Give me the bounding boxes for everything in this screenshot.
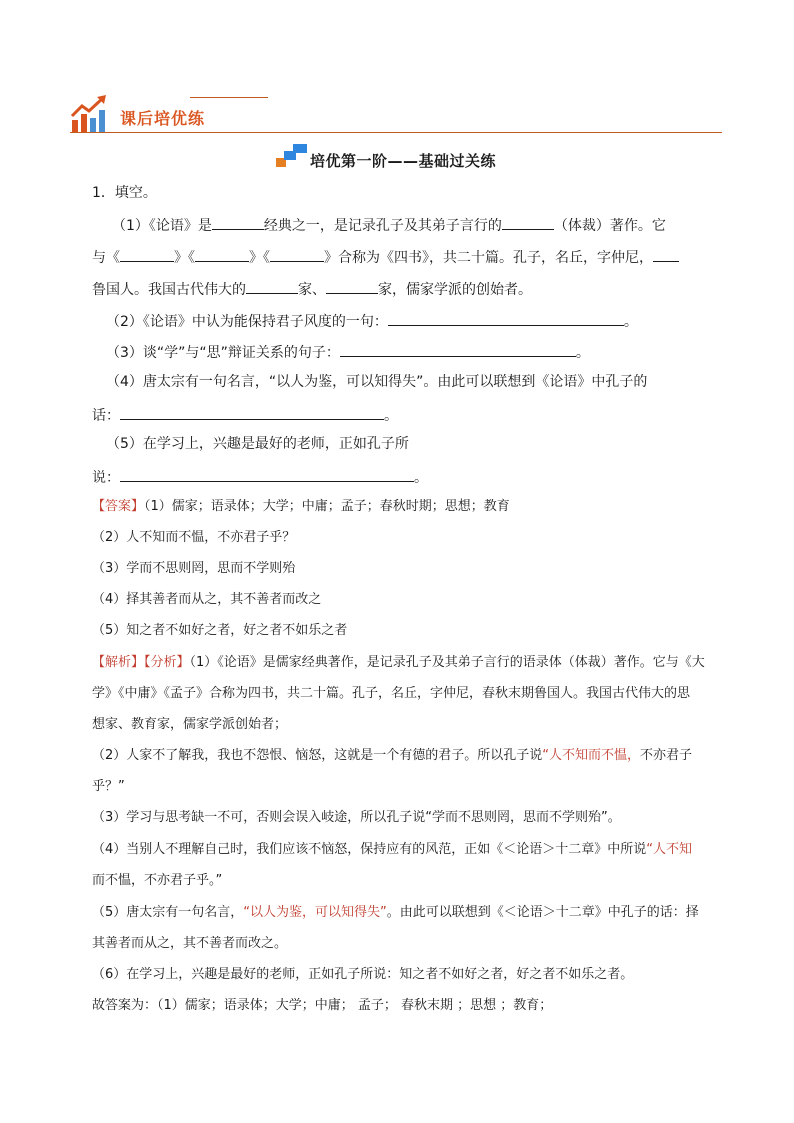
blank-field[interactable] — [120, 466, 414, 482]
blank-field[interactable] — [340, 341, 576, 357]
q1-text: 鲁国人。我国古代伟大的 — [92, 282, 246, 298]
analysis-text: （4）当别人不理解自己时，我们应该不恼怒，保持应有的风范，正如《＜论语＞十二章》中所说 — [92, 842, 647, 857]
header-divider — [70, 132, 722, 133]
analysis-line-3: 想家、教育家，儒家学派创始者； — [92, 717, 288, 732]
q1-line-1 — [112, 214, 666, 236]
analysis-line-2: 学》《中庸》《孟子》合称为四书，共二十篇。孔子，名丘，字仲尼，春秋末期鲁国人。我国古代伟大的思 — [92, 686, 691, 701]
blank-field[interactable] — [326, 278, 378, 294]
quote-text: “以人为鉴，可以知得失” — [243, 905, 387, 920]
header-top-rule — [190, 97, 268, 98]
q5-cont-line — [92, 466, 428, 488]
period: 。 — [575, 345, 590, 361]
q2-line — [106, 310, 638, 332]
analysis-line-1 — [92, 653, 705, 673]
q1-line-3 — [92, 278, 532, 300]
section-header — [70, 94, 724, 134]
blank-field[interactable] — [212, 214, 264, 230]
q5-cont-text: 说： — [92, 470, 120, 486]
q4-line: （4）唐太宗有一句名言，“以人为鉴，可以知得失”。由此可以联想到《论语》中孔子的 — [106, 374, 648, 390]
q1-text: 家、 — [298, 282, 326, 298]
question-label: 1．填空。 — [92, 185, 157, 201]
analysis-text: 。由此可以联想到《＜论语＞十二章》中孔子的话：择 — [386, 905, 699, 920]
analysis-line-7 — [92, 840, 692, 860]
analysis-line-11: （6）在学习上，兴趣是最好的老师，正如孔子所说：知之者不如好之者，好之者不如乐之者。 — [92, 967, 634, 982]
analysis-label: 【分析】 — [144, 655, 190, 670]
answer-text: （1）儒家；语录体；大学；中庸；孟子；春秋时期；思想；教育 — [144, 499, 510, 514]
answer-line-5: （5）知之者不如好之者，好之者不如乐之者 — [92, 623, 348, 638]
analysis-summary: 故答案为：（1）儒家；语录体；大学；中庸； 孟子； 春秋末期 ；思想 ；教育； — [92, 998, 553, 1013]
blank-field[interactable] — [120, 246, 174, 262]
answer-line-4: （4）择其善者而从之，其不善者而改之 — [92, 592, 322, 607]
blank-field[interactable] — [246, 278, 298, 294]
answer-line-1 — [92, 497, 510, 517]
analysis-text: （1）《论语》是儒家经典著作，是记录孔子及其弟子言行的语录体（体裁）著作。它与《大 — [189, 655, 705, 670]
q1-text: 与《 — [92, 250, 120, 266]
answer-label: 【答案】 — [92, 499, 145, 514]
blank-field[interactable] — [653, 246, 679, 262]
q4-cont-text: 话： — [92, 408, 120, 424]
period: 。 — [414, 470, 428, 486]
stage-title: 培优第一阶——基础过关练 — [310, 152, 497, 170]
analysis-text: 不亦君子 — [640, 748, 693, 763]
q1-text: 》《 — [249, 250, 270, 266]
blank-field[interactable] — [120, 404, 384, 420]
q1-text: 》合称为《四书》，共二十篇。孔子，名丘，字仲尼， — [324, 250, 653, 266]
q1-line-2 — [92, 246, 679, 268]
period: 。 — [623, 314, 638, 330]
q4-cont-line — [92, 404, 398, 426]
q1-text: 家，儒家学派的创始者。 — [378, 282, 532, 298]
q3-text: （3）谈“学”与“思”辩证关系的句子： — [106, 345, 340, 361]
analysis-line-10: 其善者而从之，其不善者而改之。 — [92, 936, 288, 951]
analysis-line-8: 而不愠，不亦君子乎。” — [92, 873, 223, 888]
answer-line-2: （2）人不知而不愠，不亦君子乎？ — [92, 530, 296, 545]
q1-text: 》《 — [174, 250, 195, 266]
blank-field[interactable] — [388, 310, 624, 326]
analysis-line-6: （3）学习与思考缺一不可，否则会误入岐途，所以孔子说“学而不思则罔，思而不学则殆”。 — [92, 810, 621, 825]
q3-line — [106, 341, 590, 363]
q5-line: （5）在学习上，兴趣是最好的老师，正如孔子所 — [106, 436, 409, 452]
answer-line-3: （3）学而不思则罔，思而不学则殆 — [92, 561, 296, 576]
analysis-text: （5）唐太宗有一句名言， — [92, 905, 244, 920]
quote-text: “人不知 — [646, 842, 693, 857]
blank-field[interactable] — [270, 246, 324, 262]
analysis-text: （2）人家不了解我，我也不怨恨、恼怒，这就是一个有德的君子。所以孔子说 — [92, 748, 543, 763]
q1-text: （体裁）著作。它 — [553, 218, 666, 234]
q1-text: 经典之一，是记录孔子及其弟子言行的 — [263, 218, 502, 234]
stairs-icon — [276, 142, 308, 168]
blank-field[interactable] — [195, 246, 249, 262]
q1-text: （1）《论语》是 — [112, 218, 212, 234]
period: 。 — [384, 408, 398, 424]
analysis-line-5: 乎？” — [92, 779, 125, 794]
analysis-line-4 — [92, 746, 692, 766]
analysis-label: 【解析】 — [92, 655, 145, 670]
q2-text: （2）《论语》中认为能保持君子风度的一句： — [106, 314, 388, 330]
rising-bar-chart-icon — [70, 94, 110, 134]
analysis-line-9 — [92, 903, 699, 923]
blank-field[interactable] — [502, 214, 554, 230]
quote-text: “人不知而不愠， — [542, 748, 641, 763]
section-title: 课后培优练 — [120, 109, 206, 128]
